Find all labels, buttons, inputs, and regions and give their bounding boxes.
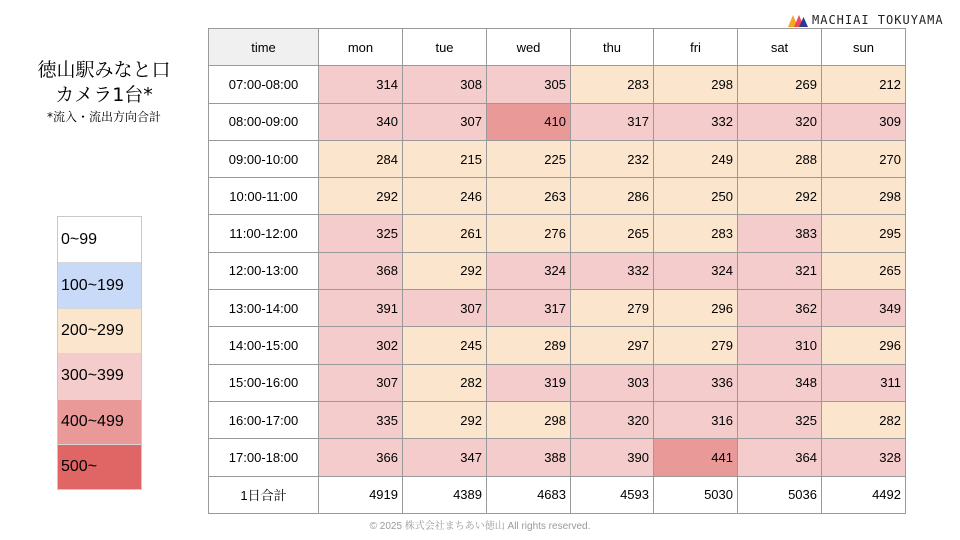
count-cell: 279 xyxy=(571,290,654,327)
legend-item: 300~399 xyxy=(58,353,141,398)
brand-logo xyxy=(788,11,944,29)
table-header-row xyxy=(209,29,906,66)
count-cell: 320 xyxy=(571,401,654,438)
count-cell: 410 xyxy=(487,103,571,140)
daily-total-cell: 4492 xyxy=(822,476,906,513)
time-slot-cell: 11:00-12:00 xyxy=(209,215,319,252)
column-header-tue: tue xyxy=(403,29,487,66)
count-cell: 321 xyxy=(738,252,822,289)
legend-item: 200~299 xyxy=(58,308,141,353)
table-row xyxy=(209,103,906,140)
count-cell: 325 xyxy=(738,401,822,438)
footnote: *流入・流出方向合計 xyxy=(46,110,161,124)
time-slot-cell: 15:00-16:00 xyxy=(209,364,319,401)
count-cell: 366 xyxy=(319,439,403,476)
count-cell: 276 xyxy=(487,215,571,252)
daily-total-row xyxy=(209,476,906,513)
traffic-table xyxy=(208,28,906,514)
count-cell: 307 xyxy=(403,103,487,140)
count-cell: 311 xyxy=(822,364,906,401)
count-cell: 288 xyxy=(738,140,822,177)
count-cell: 296 xyxy=(822,327,906,364)
table-row xyxy=(209,364,906,401)
time-slot-cell: 08:00-09:00 xyxy=(209,103,319,140)
count-cell: 340 xyxy=(319,103,403,140)
count-cell: 320 xyxy=(738,103,822,140)
count-cell: 362 xyxy=(738,290,822,327)
count-cell: 292 xyxy=(319,178,403,215)
count-cell: 245 xyxy=(403,327,487,364)
count-cell: 325 xyxy=(319,215,403,252)
column-header-thu: thu xyxy=(571,29,654,66)
count-cell: 292 xyxy=(403,401,487,438)
count-cell: 388 xyxy=(487,439,571,476)
count-cell: 282 xyxy=(403,364,487,401)
count-cell: 336 xyxy=(654,364,738,401)
table-row xyxy=(209,66,906,103)
daily-total-cell: 4593 xyxy=(571,476,654,513)
column-header-fri: fri xyxy=(654,29,738,66)
count-cell: 289 xyxy=(487,327,571,364)
page-subtitle: カメラ1台* xyxy=(55,84,153,106)
count-cell: 286 xyxy=(571,178,654,215)
count-cell: 295 xyxy=(822,215,906,252)
count-cell: 283 xyxy=(571,66,654,103)
table-row xyxy=(209,140,906,177)
count-cell: 309 xyxy=(822,103,906,140)
count-cell: 324 xyxy=(487,252,571,289)
count-cell: 261 xyxy=(403,215,487,252)
column-header-sun: sun xyxy=(822,29,906,66)
count-cell: 335 xyxy=(319,401,403,438)
count-cell: 383 xyxy=(738,215,822,252)
count-cell: 298 xyxy=(654,66,738,103)
count-cell: 316 xyxy=(654,401,738,438)
count-cell: 347 xyxy=(403,439,487,476)
table-row xyxy=(209,215,906,252)
time-slot-cell: 16:00-17:00 xyxy=(209,401,319,438)
count-cell: 324 xyxy=(654,252,738,289)
column-header-wed: wed xyxy=(487,29,571,66)
count-cell: 328 xyxy=(822,439,906,476)
time-slot-cell: 07:00-08:00 xyxy=(209,66,319,103)
logo-mark-icon xyxy=(788,13,808,27)
count-cell: 298 xyxy=(487,401,571,438)
count-cell: 441 xyxy=(654,439,738,476)
table-body xyxy=(209,66,906,514)
count-cell: 250 xyxy=(654,178,738,215)
count-cell: 317 xyxy=(571,103,654,140)
table-row xyxy=(209,290,906,327)
count-cell: 314 xyxy=(319,66,403,103)
column-header-time: time xyxy=(209,29,319,66)
count-cell: 283 xyxy=(654,215,738,252)
count-cell: 246 xyxy=(403,178,487,215)
count-cell: 292 xyxy=(403,252,487,289)
count-cell: 282 xyxy=(822,401,906,438)
count-cell: 391 xyxy=(319,290,403,327)
count-cell: 215 xyxy=(403,140,487,177)
count-cell: 265 xyxy=(822,252,906,289)
daily-total-cell: 4919 xyxy=(319,476,403,513)
count-cell: 302 xyxy=(319,327,403,364)
column-header-sat: sat xyxy=(738,29,822,66)
time-slot-cell: 13:00-14:00 xyxy=(209,290,319,327)
legend-item: 500~ xyxy=(58,444,141,489)
table-row xyxy=(209,327,906,364)
count-cell: 249 xyxy=(654,140,738,177)
daily-total-cell: 4683 xyxy=(487,476,571,513)
title-block xyxy=(14,58,194,125)
legend-item: 100~199 xyxy=(58,262,141,307)
count-cell: 279 xyxy=(654,327,738,364)
count-cell: 332 xyxy=(654,103,738,140)
table-row xyxy=(209,178,906,215)
count-cell: 225 xyxy=(487,140,571,177)
count-cell: 349 xyxy=(822,290,906,327)
count-cell: 296 xyxy=(654,290,738,327)
count-cell: 308 xyxy=(403,66,487,103)
daily-total-label: 1日合計 xyxy=(209,476,319,513)
count-cell: 232 xyxy=(571,140,654,177)
count-cell: 390 xyxy=(571,439,654,476)
logo-text: MACHIAI TOKUYAMA xyxy=(812,13,944,27)
count-cell: 265 xyxy=(571,215,654,252)
time-slot-cell: 10:00-11:00 xyxy=(209,178,319,215)
time-slot-cell: 12:00-13:00 xyxy=(209,252,319,289)
time-slot-cell: 14:00-15:00 xyxy=(209,327,319,364)
count-cell: 212 xyxy=(822,66,906,103)
daily-total-cell: 5030 xyxy=(654,476,738,513)
count-cell: 297 xyxy=(571,327,654,364)
time-slot-cell: 09:00-10:00 xyxy=(209,140,319,177)
copyright-footer: © 2025 株式会社まちあい徳山 All rights reserved. xyxy=(369,521,591,532)
count-cell: 292 xyxy=(738,178,822,215)
count-cell: 317 xyxy=(487,290,571,327)
time-slot-cell: 17:00-18:00 xyxy=(209,439,319,476)
count-cell: 307 xyxy=(403,290,487,327)
column-header-mon: mon xyxy=(319,29,403,66)
count-cell: 348 xyxy=(738,364,822,401)
count-cell: 310 xyxy=(738,327,822,364)
count-cell: 368 xyxy=(319,252,403,289)
daily-total-cell: 5036 xyxy=(738,476,822,513)
count-cell: 364 xyxy=(738,439,822,476)
page-title: 徳山駅みなと口 xyxy=(37,59,171,81)
color-legend xyxy=(57,216,142,490)
count-cell: 298 xyxy=(822,178,906,215)
count-cell: 270 xyxy=(822,140,906,177)
count-cell: 263 xyxy=(487,178,571,215)
count-cell: 332 xyxy=(571,252,654,289)
legend-item: 400~499 xyxy=(58,399,141,444)
count-cell: 307 xyxy=(319,364,403,401)
daily-total-cell: 4389 xyxy=(403,476,487,513)
table-row xyxy=(209,252,906,289)
count-cell: 269 xyxy=(738,66,822,103)
table-row xyxy=(209,401,906,438)
count-cell: 303 xyxy=(571,364,654,401)
legend-item: 0~99 xyxy=(58,217,141,262)
count-cell: 305 xyxy=(487,66,571,103)
count-cell: 319 xyxy=(487,364,571,401)
count-cell: 284 xyxy=(319,140,403,177)
table-row xyxy=(209,439,906,476)
